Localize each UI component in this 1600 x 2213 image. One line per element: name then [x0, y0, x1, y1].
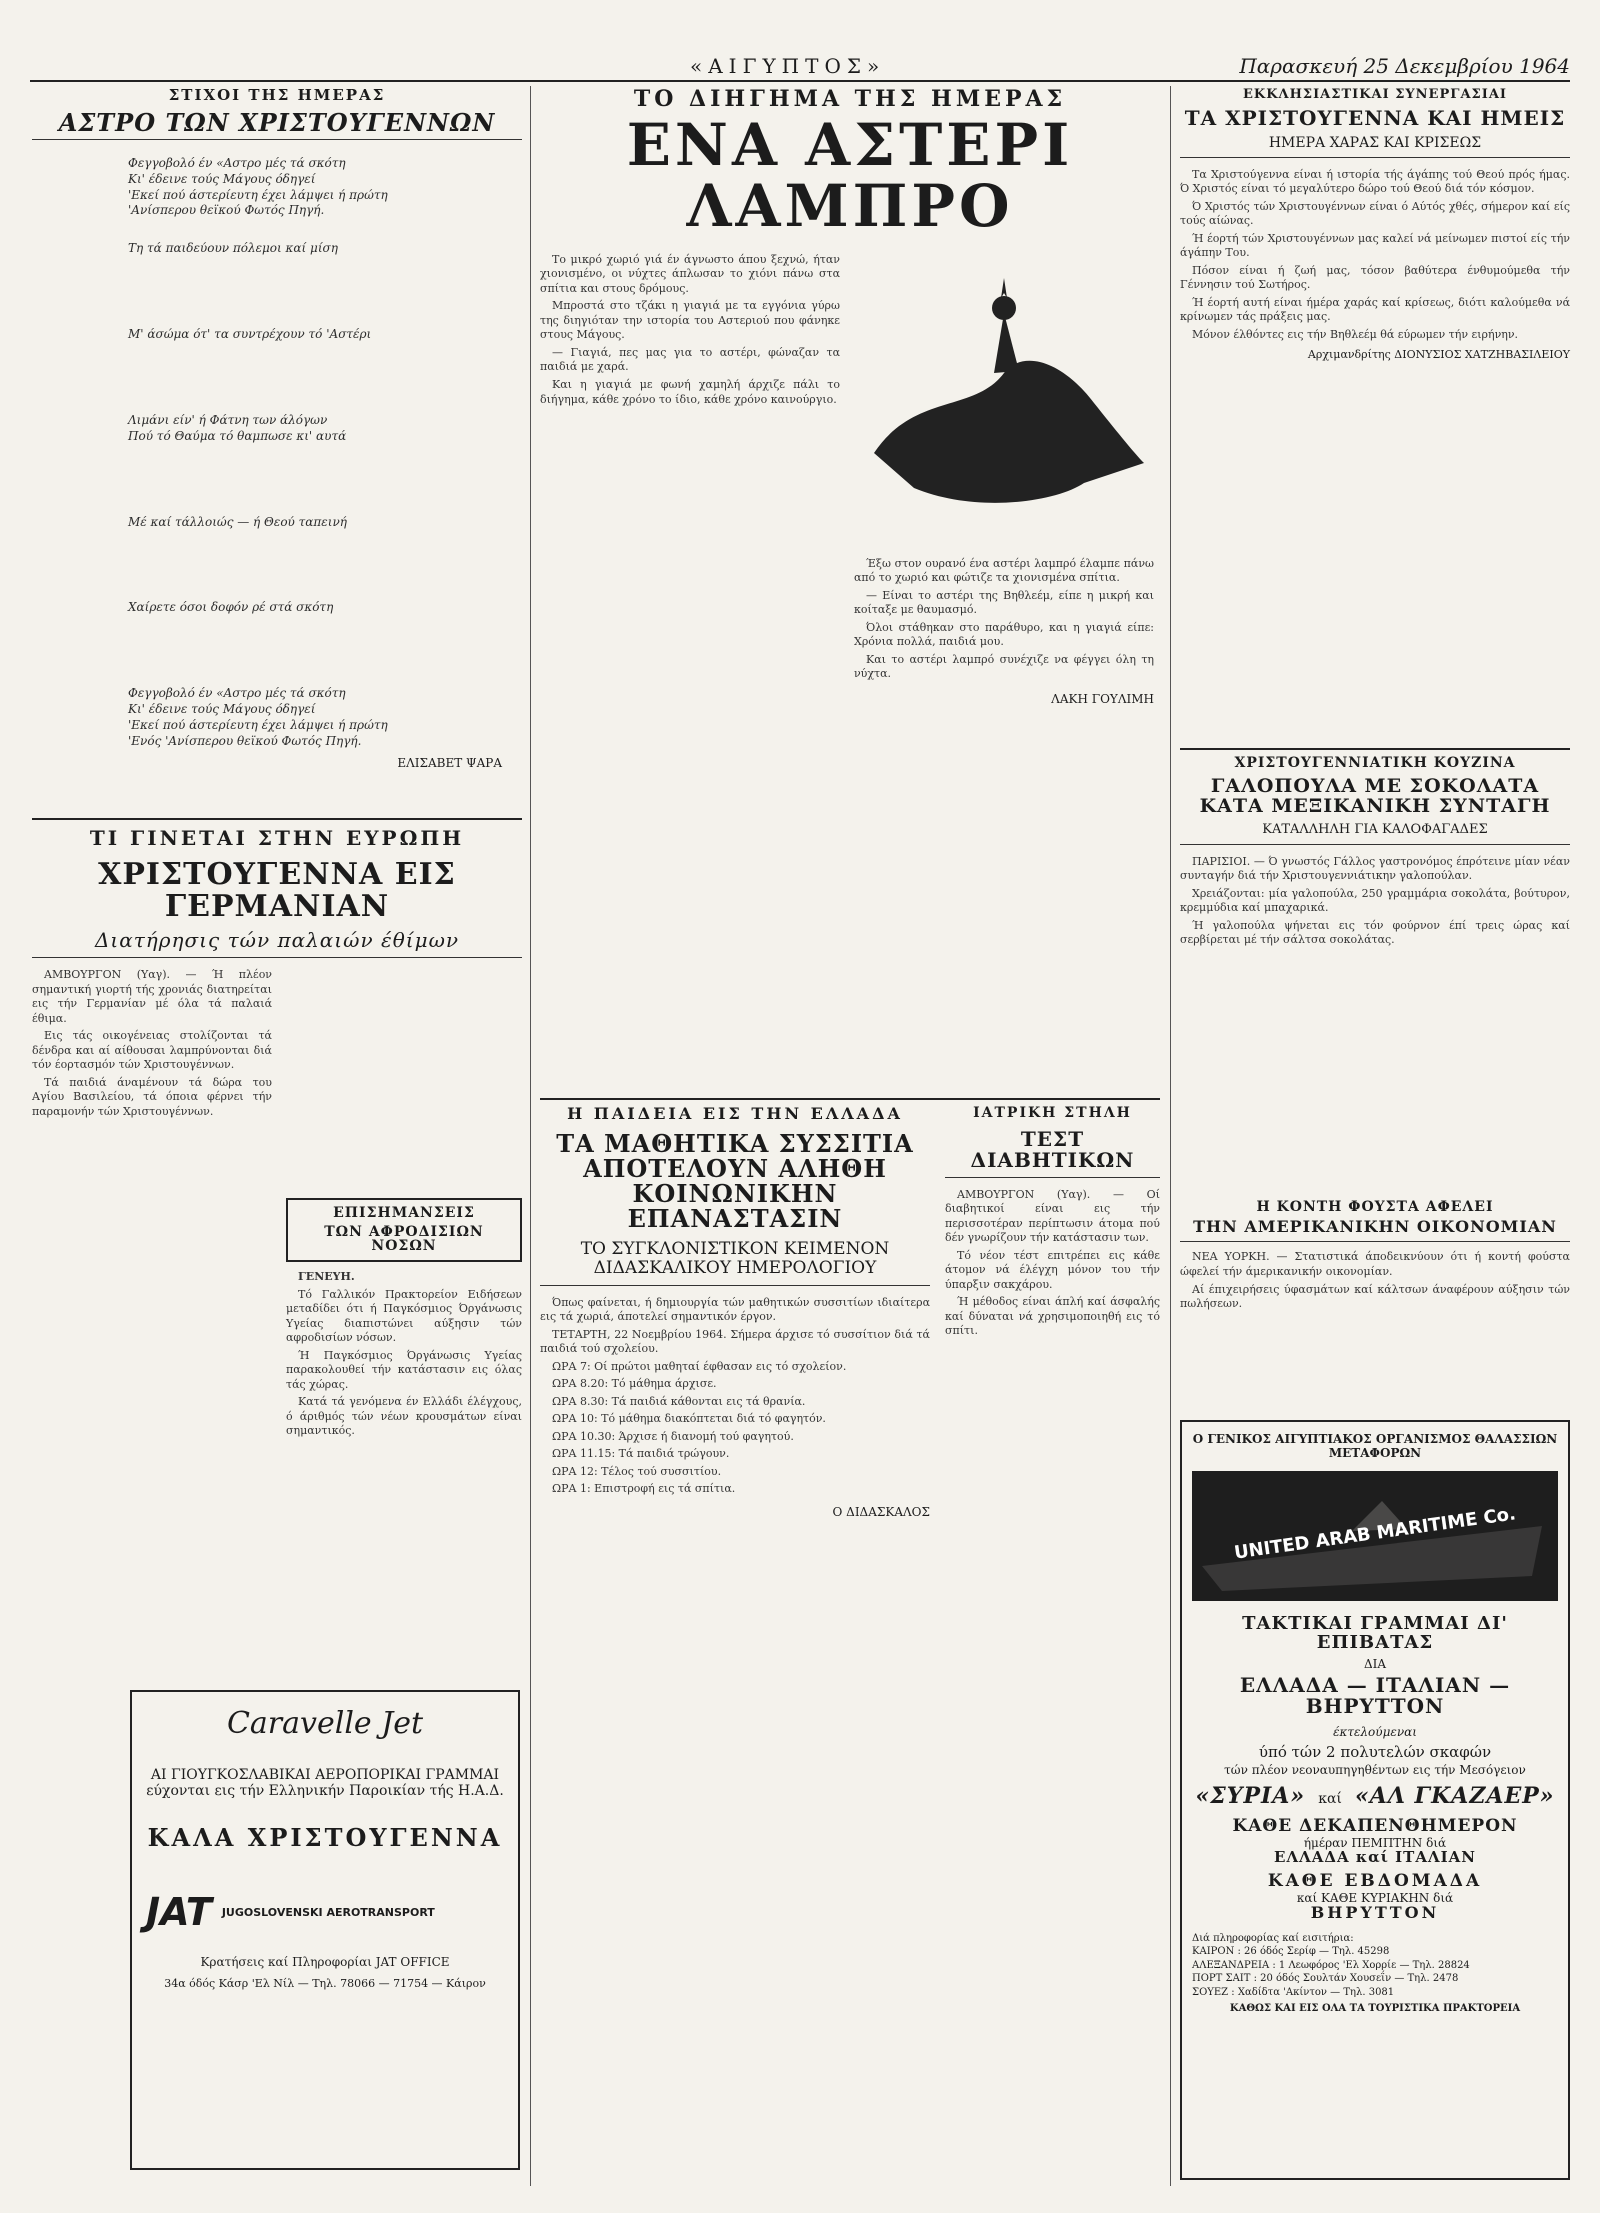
frequency-fortnightly: ΚΑΘΕ ΔΕΚΑΠΕΝΘΗΜΕΡΟΝ: [1232, 1815, 1518, 1836]
poem-article: [32, 88, 522, 808]
shipping-route: ΕΛΛΑΔΑ — ΙΤΑΛΙΑΝ — ΒΗΡΥΤΤΟΝ: [1239, 1672, 1511, 1718]
frequency-weekly-route: ΒΗΡΥΤΤΟΝ: [1310, 1903, 1440, 1923]
paragraph: ΩΡΑ 10: Τό μάθημα διακόπτεται διά τό φαγητόν.: [552, 1412, 826, 1426]
story-headline: ΕΝΑ ΑΣΤΕΡΙ ΛΑΜΠΡΟ: [626, 111, 1074, 240]
paragraph: ΑΜΒΟΥΡΓΟΝ (Υαγ). — Οί διαβητικοί είναι εις τήν περισσοτέραν περίπτωσιν άτομα πού δέν γνωρίζουν τήν κατάστασιν των.: [945, 1187, 1160, 1245]
frequency-fortnightly-route: ΕΛΛΑΔΑ καί ΙΤΑΛΙΑΝ: [1274, 1847, 1476, 1866]
poem-title: ΑΣΤΡΟ ΤΩΝ ΧΡΙΣΤΟΥΓΕΝΝΩΝ: [32, 110, 522, 140]
europe-subheadline: Διατήρησις τών παλαιών έθίμων: [32, 930, 522, 958]
paragraph: Ή έορτή τών Χριστουγέννων μας καλεί νά μείνωμεν πιστοί είς τήν άγάπην Του.: [1180, 231, 1570, 260]
church-headline: ΤΑ ΧΡΙΣΤΟΥΓΕΝΝΑ ΚΑΙ ΗΜΕΙΣ: [1184, 105, 1566, 130]
paragraph: Και η γιαγιά με φωνή χαμηλή άρχιζε πάλι το διήγημα, κάθε χρόνο το ίδιο, κάθε χρόνο καινούργιο.: [540, 378, 840, 406]
paragraph: ΩΡΑ 10.30: Άρχισε ή διανομή τού φαγητού.: [552, 1429, 794, 1443]
fashion-article: [1180, 1200, 1570, 1400]
paragraph: ΩΡΑ 8.30: Τά παιδιά κάθονται εις τά θρανία.: [552, 1394, 806, 1408]
jat-advert: [130, 1690, 520, 2170]
education-headline: ΤΑ ΜΑΘΗΤΙΚΑ ΣΥΣΣΙΤΙΑ ΑΠΟΤΕΛΟΥΝ ΑΛΗΘΗ ΚΟΙΝΩΝΙΚΗΝ ΕΠΑΝΑΣΤΑΣΙΝ: [556, 1128, 914, 1234]
advert-greeting: ΚΑΛΑ ΧΡΙΣΤΟΥΓΕΝΝΑ: [147, 1823, 503, 1853]
poem-author: ΕΛΙΣΑΒΕΤ ΨΑΡΑ: [397, 755, 502, 770]
paragraph: Όλοι στάθηκαν στο παράθυρο, και η γιαγιά είπε: Χρόνια πολλά, παιδιά μου.: [854, 620, 1154, 649]
paragraph: Αί έπιχειρήσεις ύφασμάτων καί κάλτσων άναφέρουν αύξησιν τών πωλήσεων.: [1180, 1282, 1570, 1311]
shipping-vessels: ύπό τών 2 πολυτελών σκαφών: [1258, 1742, 1492, 1761]
poem-line: 'Εκεί πού άστερίευτη έχει λάμψει ή πρώτη: [128, 717, 388, 732]
story-section-label: ΤΟ ΔΙΗΓΗΜΑ ΤΗΣ ΗΜΕΡΑΣ: [633, 86, 1067, 112]
frequency-weekly-day: καί ΚΑΘΕ ΚΥΡΙΑΚΗΝ διά: [1296, 1891, 1454, 1906]
fashion-section-label: Η ΚΟΝΤΗ ΦΟΥΣΤΑ ΑΦΕΛΕΙ: [1256, 1199, 1494, 1215]
medical-body: [945, 1188, 1160, 1339]
europe-body: [32, 968, 272, 1442]
paragraph: — Είναι το αστέρι της Βηθλεέμ, είπε η μικρή και κοίταξε με θαυμασμό.: [854, 588, 1154, 617]
divider: [32, 818, 522, 820]
paragraph: ΠΑΡΙΣΙΟΙ. — Ό γνωστός Γάλλος γαστρονόμος έπρότεινε μίαν νέαν συνταγήν διά τήν Χριστουγεννιάτικην γαλοπούλαν.: [1180, 854, 1570, 883]
medical-article: [945, 1106, 1160, 2186]
paragraph: — Γιαγιά, πες μας για το αστέρι, φώναζαν τα παιδιά με χαρά.: [540, 345, 840, 374]
poem-line: 'Ανίσπερου θεϊκού Φωτός Πηγή.: [128, 203, 325, 218]
paragraph: Όπως φαίνεται, ή δημιουργία τών μαθητικών συσσιτίων ιδιαίτερα εις τά χωριά, άποτελεί σημαντικόν έργον.: [540, 1295, 930, 1324]
news-brief-box: [286, 1198, 522, 1262]
education-section-label: Η ΠΑΙΔΕΙΑ ΕΙΣ ΤΗΝ ΕΛΛΑΔΑ: [567, 1104, 903, 1123]
paragraph: ΩΡΑ 12: Τέλος τού συσσιτίου.: [552, 1464, 722, 1478]
kitchen-section-label: ΧΡΙΣΤΟΥΓΕΝΝΙΑΤΙΚΗ ΚΟΥΖΙΝΑ: [1234, 755, 1516, 771]
church-article: [1180, 88, 1570, 738]
paragraph: Έξω στον ουρανό ένα αστέρι λαμπρό έλαμπε πάνω από το χωριό και φώτιζε τα χιονισμένα σπίτια.: [854, 556, 1154, 585]
medical-section-label: ΙΑΤΡΙΚΗ ΣΤΗΛΗ: [973, 1105, 1132, 1121]
paragraph: Και το αστέρι λαμπρό συνέχιζε να φέγγει όλη τη νύχτα.: [854, 652, 1154, 681]
education-body: [540, 1296, 930, 1497]
column-rule-2: [1170, 86, 1171, 2186]
shipping-contacts: [1192, 1932, 1558, 2000]
paragraph: Ή Παγκόσμιος Όργάνωσις Υγείας παρακολουθεί τήν κατάστασιν εις όλας τάς χώρας.: [286, 1348, 522, 1391]
poem-line: Λιμάνι είν' ή Φάτνη των άλόγων: [128, 412, 328, 427]
poem-line: Μέ καί τάλλοιώς — ή Θεού ταπεινή: [128, 514, 347, 529]
poem-line: Κι' έδεινε τούς Μάγους όδηγεί: [128, 702, 316, 717]
kitchen-body: [1180, 855, 1570, 948]
shipping-footer: ΚΑΘΩΣ ΚΑΙ ΕΙΣ ΟΛΑ ΤΑ ΤΟΥΡΙΣΤΙΚΑ ΠΡΑΚΤΟΡΕΙΑ: [1229, 2003, 1521, 2015]
story-article: [540, 88, 1160, 1088]
poem-line: Μ' άσώμα ότ' τα συντρέχουν τό 'Αστέρι: [128, 327, 372, 342]
poem-line: Πού τό Θαύμα τό θαμπωσε κι' αυτά: [128, 428, 347, 443]
divider: [540, 1098, 1160, 1100]
paragraph: ΝΕΑ ΥΟΡΚΗ. — Στατιστικά άποδεικνύουν ότι ή κοντή φούστα ώφελεί τήν άμερικανικήν οικονομίαν.: [1180, 1250, 1570, 1278]
paragraph: Τό Γαλλικόν Πρακτορείον Ειδήσεων μεταδίδει ότι ή Παγκόσμιος Όργάνωσις Υγείας διαπιστώνει αύξησιν τών αφροδισίων νόσων.: [286, 1287, 522, 1345]
advert-address: 34α όδός Κάσρ 'Ελ Νίλ — Τηλ. 78066 — 71754 — Κάιρον: [164, 1977, 486, 1991]
church-author: Αρχιμανδρίτης ΔΙΟΝΥΣΙΟΣ ΧΑΤΖΗΒΑΣΙΛΕΙΟΥ: [1307, 348, 1570, 362]
paragraph: Ή έορτή αυτή είναι ήμέρα χαράς καί κρίσεως, διότι καλούμεθα νά κρίνωμεν τάς πράξεις μας.: [1180, 295, 1570, 324]
poem-section-label: ΣΤΙΧΟΙ ΤΗΣ ΗΜΕΡΑΣ: [168, 86, 386, 104]
paper-name: «ΑΙΓΥΠΤΟΣ»: [690, 54, 886, 78]
education-article: [540, 1106, 930, 2186]
contact-line: ΑΛΕΞΑΝΔΡΕΙΑ : 1 Λεωφόρος 'Ελ Χορρίε — Τηλ. 28824: [1192, 1959, 1470, 1971]
poem-line: 'Εκεί πού άστερίευτη έχει λάμψει ή πρώτη: [128, 187, 388, 202]
shipping-lines: ΤΑΚΤΙΚΑΙ ΓΡΑΜΜΑΙ ΔΙ' ΕΠΙΒΑΤΑΣ: [1242, 1612, 1508, 1653]
illustration: [854, 253, 1154, 553]
story-author: ΛΑΚΗ ΓΟΥΛΙΜΗ: [1051, 692, 1154, 706]
europe-section-label: ΤΙ ΓΙΝΕΤΑΙ ΣΤΗΝ ΕΥΡΩΠΗ: [89, 826, 465, 850]
paragraph: Πόσον είναι ή ζωή μας, τόσον βαθύτερα ένθυμούμεθα τήν Γέννησιν τού Σωτήρος.: [1180, 263, 1570, 292]
poem-line: Κι' έδεινε τούς Μάγους όδηγεί: [128, 171, 316, 186]
jat-logo: JAT: [146, 1890, 212, 1935]
contact-line: Διά πληροφορίας καί εισιτήρια:: [1192, 1932, 1354, 1944]
poem-body: [32, 156, 522, 750]
shipping-vessels-desc: τών πλέον νεοναυπηγηθέντων εις τήν Μεσόγειον: [1224, 1762, 1526, 1777]
shipping-via: ΔΙΑ: [1363, 1656, 1387, 1671]
paragraph: ΩΡΑ 8.20: Τό μάθημα άρχισε.: [552, 1377, 717, 1391]
kitchen-subheadline: ΚΑΤΑΛΛΗΛΗ ΓΙΑ ΚΑΛΟΦΑΓΑΔΕΣ: [1180, 823, 1570, 845]
story-body-left: [540, 253, 840, 706]
contact-line: ΣΟΥΕΖ : Χαδίδτα 'Ακίντον — Τηλ. 3081: [1192, 1986, 1395, 1998]
paragraph: Τα Χριστούγεννα είναι ή ιστορία τής άγάπης τού Θεού πρός ήμας. Ό Χριστός είναι τό μεγαλύτερο δώρο τού Θεού διά τόν κόσμον.: [1180, 167, 1570, 196]
paragraph: ΩΡΑ 11.15: Τά παιδιά τρώγουν.: [552, 1447, 730, 1461]
brief-section-label: ΕΠΙΣΗΜΑΝΣΕΙΣ: [333, 1205, 475, 1221]
contact-line: ΠΟΡΤ ΣΑΙΤ : 20 όδός Σουλτάν Χουσεΐν — Τηλ. 2478: [1192, 1973, 1459, 1985]
paragraph: ΤΕΤΑΡΤΗ, 22 Νοεμβρίου 1964. Σήμερα άρχισε τό συσσίτιον διά τά παιδιά τού σχολείου.: [540, 1327, 930, 1356]
paragraph: Τά παιδιά άναμένουν τά δώρα του Αγίου Βασιλείου, τά όποια φέρνει τήν παραμονήν τών Χριστουγέννων.: [32, 1075, 272, 1118]
ship-banner-text: UNITED ARAB MARITIME Co.: [1232, 1503, 1518, 1564]
paragraph: ΑΜΒΟΥΡΓΟΝ (Υαγ). — Ή πλέον σημαντική γιορτή τής χρονιάς διατηρείται εις τήν Γερμανίαν μέ όλα τά παλαιά έθιμα.: [32, 968, 272, 1025]
europe-headline: ΧΡΙΣΤΟΥΓΕΝΝΑ ΕΙΣ ΓΕΡΜΑΝΙΑΝ: [98, 857, 456, 924]
paragraph: Μπροστά στο τζάκι η γιαγιά με τα εγγόνια γύρω της διηγιόταν την ιστορία του Αστεριού που φάνηκε στους Μάγους.: [540, 299, 840, 342]
advert-info: Κρατήσεις καί Πληροφορίαι JAT OFFICE: [200, 1955, 450, 1970]
europe-article: [32, 828, 522, 1678]
church-body: [1180, 168, 1570, 343]
issue-date: Παρασκευή 25 Δεκεμβρίου 1964: [1239, 54, 1570, 78]
column-rule-1: [530, 86, 531, 2186]
jat-logo-subtitle: JUGOSLOVENSKI AEROTRANSPORT: [221, 1905, 435, 1919]
church-section-label: ΕΚΚΛΗΣΙΑΣΤΙΚΑΙ ΣΥΝΕΡΓΑΣΙΑΙ: [1243, 87, 1507, 102]
shipping-advert: [1180, 1420, 1570, 2180]
divider: [1180, 748, 1570, 750]
ship-banner: [1192, 1471, 1558, 1601]
kitchen-headline: ΓΑΛΟΠΟΥΛΑ ΜΕ ΣΟΚΟΛΑΤΑ ΚΑΤΑ ΜΕΞΙΚΑΝΙΚΗ ΣΥΝΤΑΓΗ: [1199, 774, 1551, 817]
education-author: Ο ΔΙΔΑΣΚΑΛΟΣ: [832, 1504, 930, 1519]
fashion-body: [1180, 1250, 1570, 1311]
paragraph: Ή γαλοπούλα ψήνεται εις τόν φούρνον έπί τρεις ώρας καί σερβίρεται μέ τήν σάλτσα σοκολάτας.: [1180, 918, 1570, 947]
poem-line: Φεγγοβολό έν «Αστρο μές τά σκότη: [128, 686, 346, 701]
paragraph: Εις τάς οικογένειας στολίζονται τά δένδρα και αί αίθουσαι λαμπρύνονται διά τόν έορτασμόν τών Χριστουγέννων.: [32, 1029, 272, 1072]
shipping-company: Ο ΓΕΝΙΚΟΣ ΑΙΓΥΠΤΙΑΚΟΣ ΟΡΓΑΝΙΣΜΟΣ ΘΑΛΑΣΣΙΩΝ ΜΕΤΑΦΟΡΩΝ: [1192, 1432, 1558, 1461]
story-body-right: [854, 557, 1154, 682]
paragraph: Χρειάζονται: μία γαλοπούλα, 250 γραμμάρια σοκολάτα, βούτυρον, κρεμμύδια καί μπαχαρικά.: [1180, 886, 1570, 915]
poem-line: Τη τά παιδεύουν πόλεμοι καί μίση: [128, 241, 338, 256]
paragraph: ΩΡΑ 1: Επιστροφή εις τά σπίτια.: [552, 1482, 736, 1496]
dateline: ΓΕΝΕΥΗ.: [298, 1270, 355, 1284]
frequency-weekly: ΚΑΘΕ ΕΒΔΟΜΑΔΑ: [1267, 1871, 1483, 1892]
paragraph: Ό Χριστός τών Χριστουγέννων είναι ό Αύτός χθές, σήμερον καί είς τούς αίώνας.: [1180, 199, 1570, 228]
paragraph: Το μικρό χωριό γιά έν άγνωστο άπου ξεχνώ, ήταν χιονισμένο, οι νύχτες άπλωσαν το χιόνι πάνω στα σπίτια και στους δρόμους.: [540, 252, 840, 295]
shipping-exec: έκτελούμεναι: [1333, 1724, 1417, 1739]
church-subheadline: ΗΜΕΡΑ ΧΑΡΑΣ ΚΑΙ ΚΡΙΣΕΩΣ: [1180, 135, 1570, 158]
paragraph: Κατά τά γενόμενα έν Ελλάδι έλέγχους, ό άριθμός τών νέων κρουσμάτων είναι σημαντικός.: [286, 1395, 522, 1438]
paragraph: Τό νέον τέστ επιτρέπει εις κάθε άτομον νά έλέγχη μόνον του τήν ύπαρξιν σακχάρου.: [945, 1248, 1160, 1291]
paragraph: Μόνον έλθόντες εις τήν Βηθλεέμ θά εύρωμεν τήν ειρήνην.: [1192, 327, 1519, 341]
ship-name-algazaer: «ΑΛ ΓΚΑΖΑΕΡ»: [1355, 1782, 1555, 1809]
masthead: [30, 52, 1570, 82]
brief-headline: ΤΩΝ ΑΦΡΟΔΙΣΙΩΝ ΝΟΣΩΝ: [324, 1223, 484, 1255]
poem-line: Φεγγοβολό έν «Αστρο μές τά σκότη: [128, 155, 346, 170]
brief-body: [286, 1270, 522, 1439]
poem-line: 'Ενός 'Ανίσπερου θεϊκού Φωτός Πηγή.: [128, 733, 362, 748]
paragraph: ΩΡΑ 7: Οί πρώτοι μαθηταί έφθασαν εις τό σχολείον.: [552, 1359, 847, 1373]
advert-text: ΑΙ ΓΙΟΥΓΚΟΣΛΑΒΙΚΑΙ ΑΕΡΟΠΟΡΙΚΑΙ ΓΡΑΜΜΑΙ εύχονται εις τήν Ελληνικήν Παροικίαν τής Η.Α.Δ.: [146, 1767, 504, 1800]
contact-line: ΚΑΙΡΟΝ : 26 όδός Σερίφ — Τηλ. 45298: [1192, 1946, 1390, 1958]
ship-name-syria: «ΣΥΡΙΑ»: [1195, 1782, 1306, 1809]
fashion-headline: ΤΗΝ ΑΜΕΡΙΚΑΝΙΚΗΝ ΟΙΚΟΝΟΜΙΑΝ: [1180, 1219, 1570, 1243]
paragraph: Ή μέθοδος είναι άπλή καί άσφαλής καί δύναται νά χρησιμοποιηθή εις τό σπίτι.: [945, 1295, 1160, 1338]
caravelle-logo: Caravelle Jet: [226, 1706, 424, 1741]
medical-headline: ΤΕΣΤ ΔΙΑΒΗΤΙΚΩΝ: [945, 1129, 1160, 1178]
poem-line: Χαίρετε όσοι δοφόν ρέ στά σκότη: [128, 600, 334, 615]
frequency-fortnightly-day: ήμέραν ΠΕΜΠΤΗΝ διά: [1303, 1835, 1447, 1850]
education-subheadline: ΤΟ ΣΥΓΚΛΟΝΙΣΤΙΚΟΝ ΚΕΙΜΕΝΟΝ ΔΙΔΑΣΚΑΛΙΚΟΥ ΗΜΕΡΟΛΟΓΙΟΥ: [540, 1240, 930, 1286]
ship-and: καί: [1318, 1790, 1342, 1807]
kitchen-article: [1180, 756, 1570, 1196]
